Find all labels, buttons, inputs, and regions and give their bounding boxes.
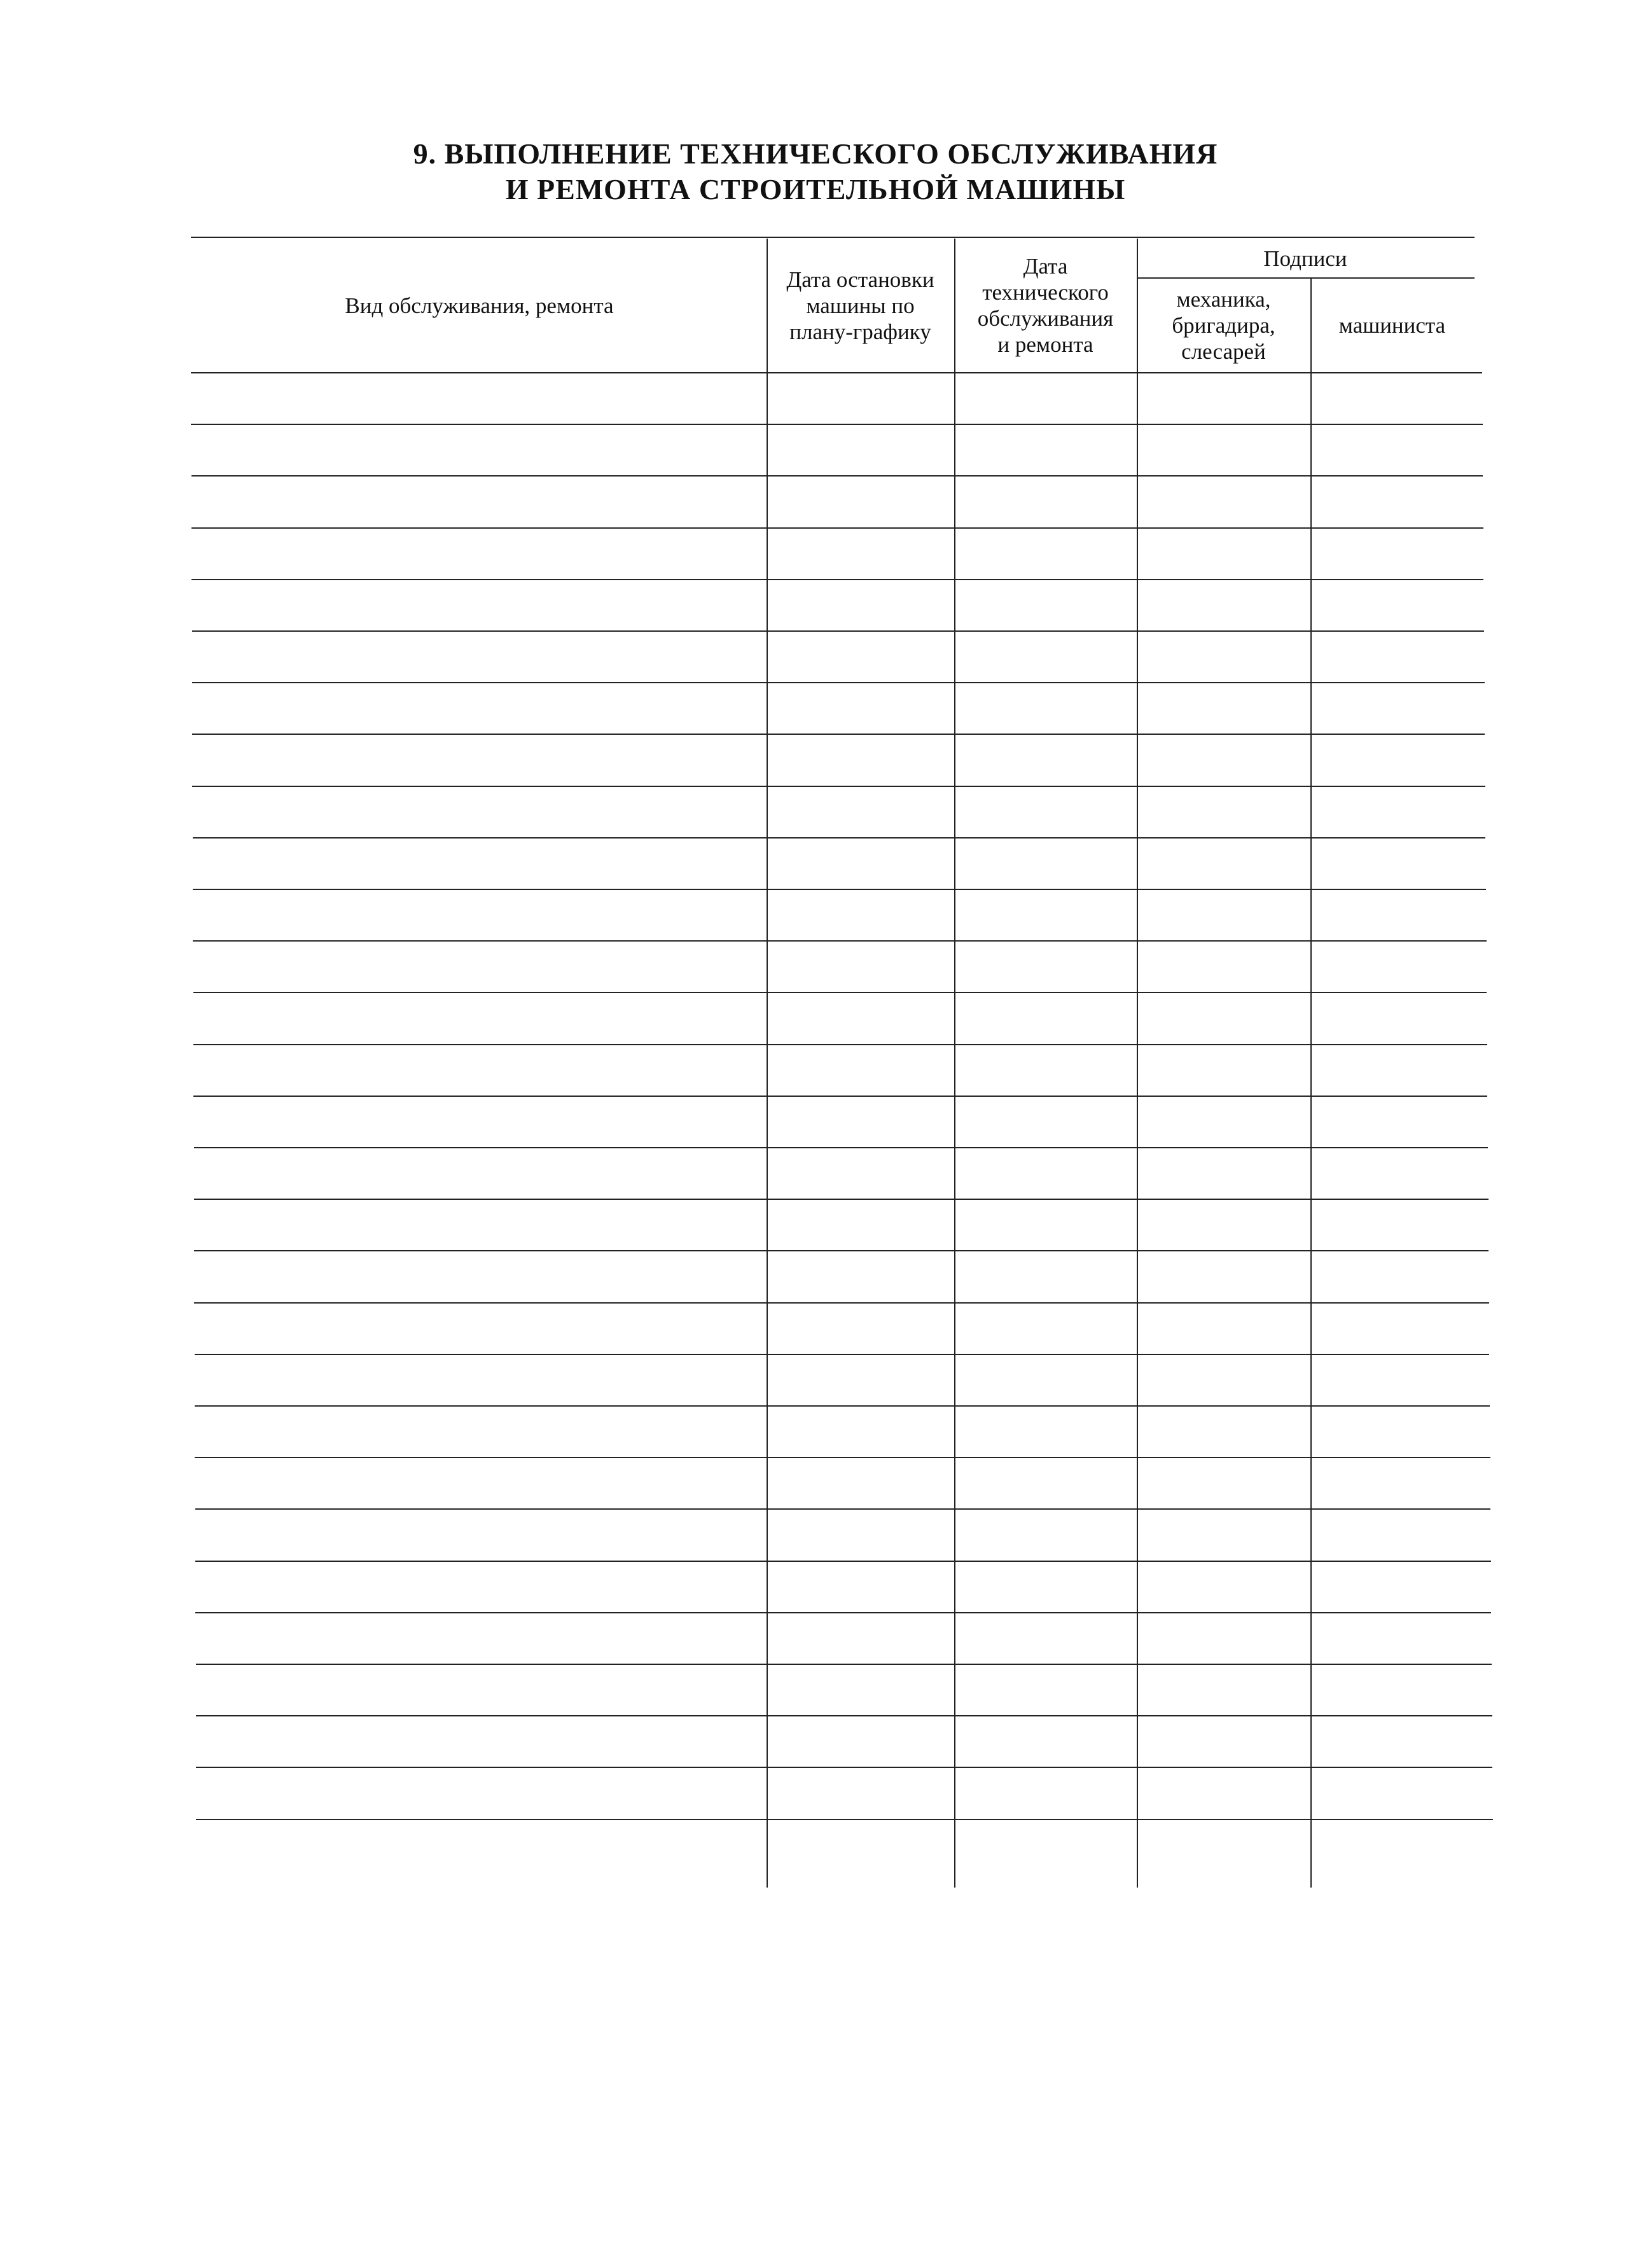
signatures-header-rule [1137,277,1475,279]
row-rule [192,734,1485,735]
row-rule [194,1199,1489,1200]
row-rule [193,1044,1487,1045]
row-rule [196,1664,1492,1665]
row-rule [191,579,1483,580]
row-rule [191,527,1483,529]
col-rule-signatures [1137,239,1138,1888]
table-top-rule [191,237,1475,238]
row-rule [191,424,1482,425]
row-rule [193,1096,1487,1097]
row-rule [196,1715,1492,1716]
row-rule [195,1457,1490,1458]
header-signature-mechanic: механика, бригадира, слесарей [1172,286,1275,364]
title-line-2: И РЕМОНТА СТРОИТЕЛЬНОЙ МАШИНЫ [505,173,1126,205]
header-stop-date: Дата остановки машины по плану-графику [786,267,934,344]
header-signatures: Подписи [1263,246,1347,271]
row-rule [194,1250,1489,1251]
row-rule [196,1819,1492,1820]
title-line-1: 9. ВЫПОЛНЕНИЕ ТЕХНИЧЕСКОГО ОБСЛУЖИВАНИЯ [413,137,1218,170]
row-rule [193,837,1486,838]
header-service-date: Дата технического обслуживания и ремонта [977,254,1114,357]
header-service-type: Вид обслуживания, ремонта [345,293,614,318]
row-rule [193,889,1486,890]
row-rule [195,1354,1490,1355]
header-bottom-rule [191,372,1482,373]
row-rule [194,1147,1489,1148]
row-rule [195,1561,1491,1562]
col-rule-stop-date [767,239,768,1888]
row-rule [193,992,1487,993]
row-rule [194,1302,1489,1304]
row-rule [195,1612,1491,1613]
row-rule [195,1405,1490,1407]
col-rule-operator [1310,278,1312,1888]
row-rule [192,786,1485,787]
row-rule [193,940,1486,942]
row-rule [192,682,1485,683]
row-rule [196,1767,1492,1768]
col-rule-service-date [954,239,955,1888]
row-rule [192,630,1485,632]
row-rule [191,475,1483,477]
header-signature-operator: машиниста [1338,312,1446,338]
row-rule [195,1508,1491,1510]
